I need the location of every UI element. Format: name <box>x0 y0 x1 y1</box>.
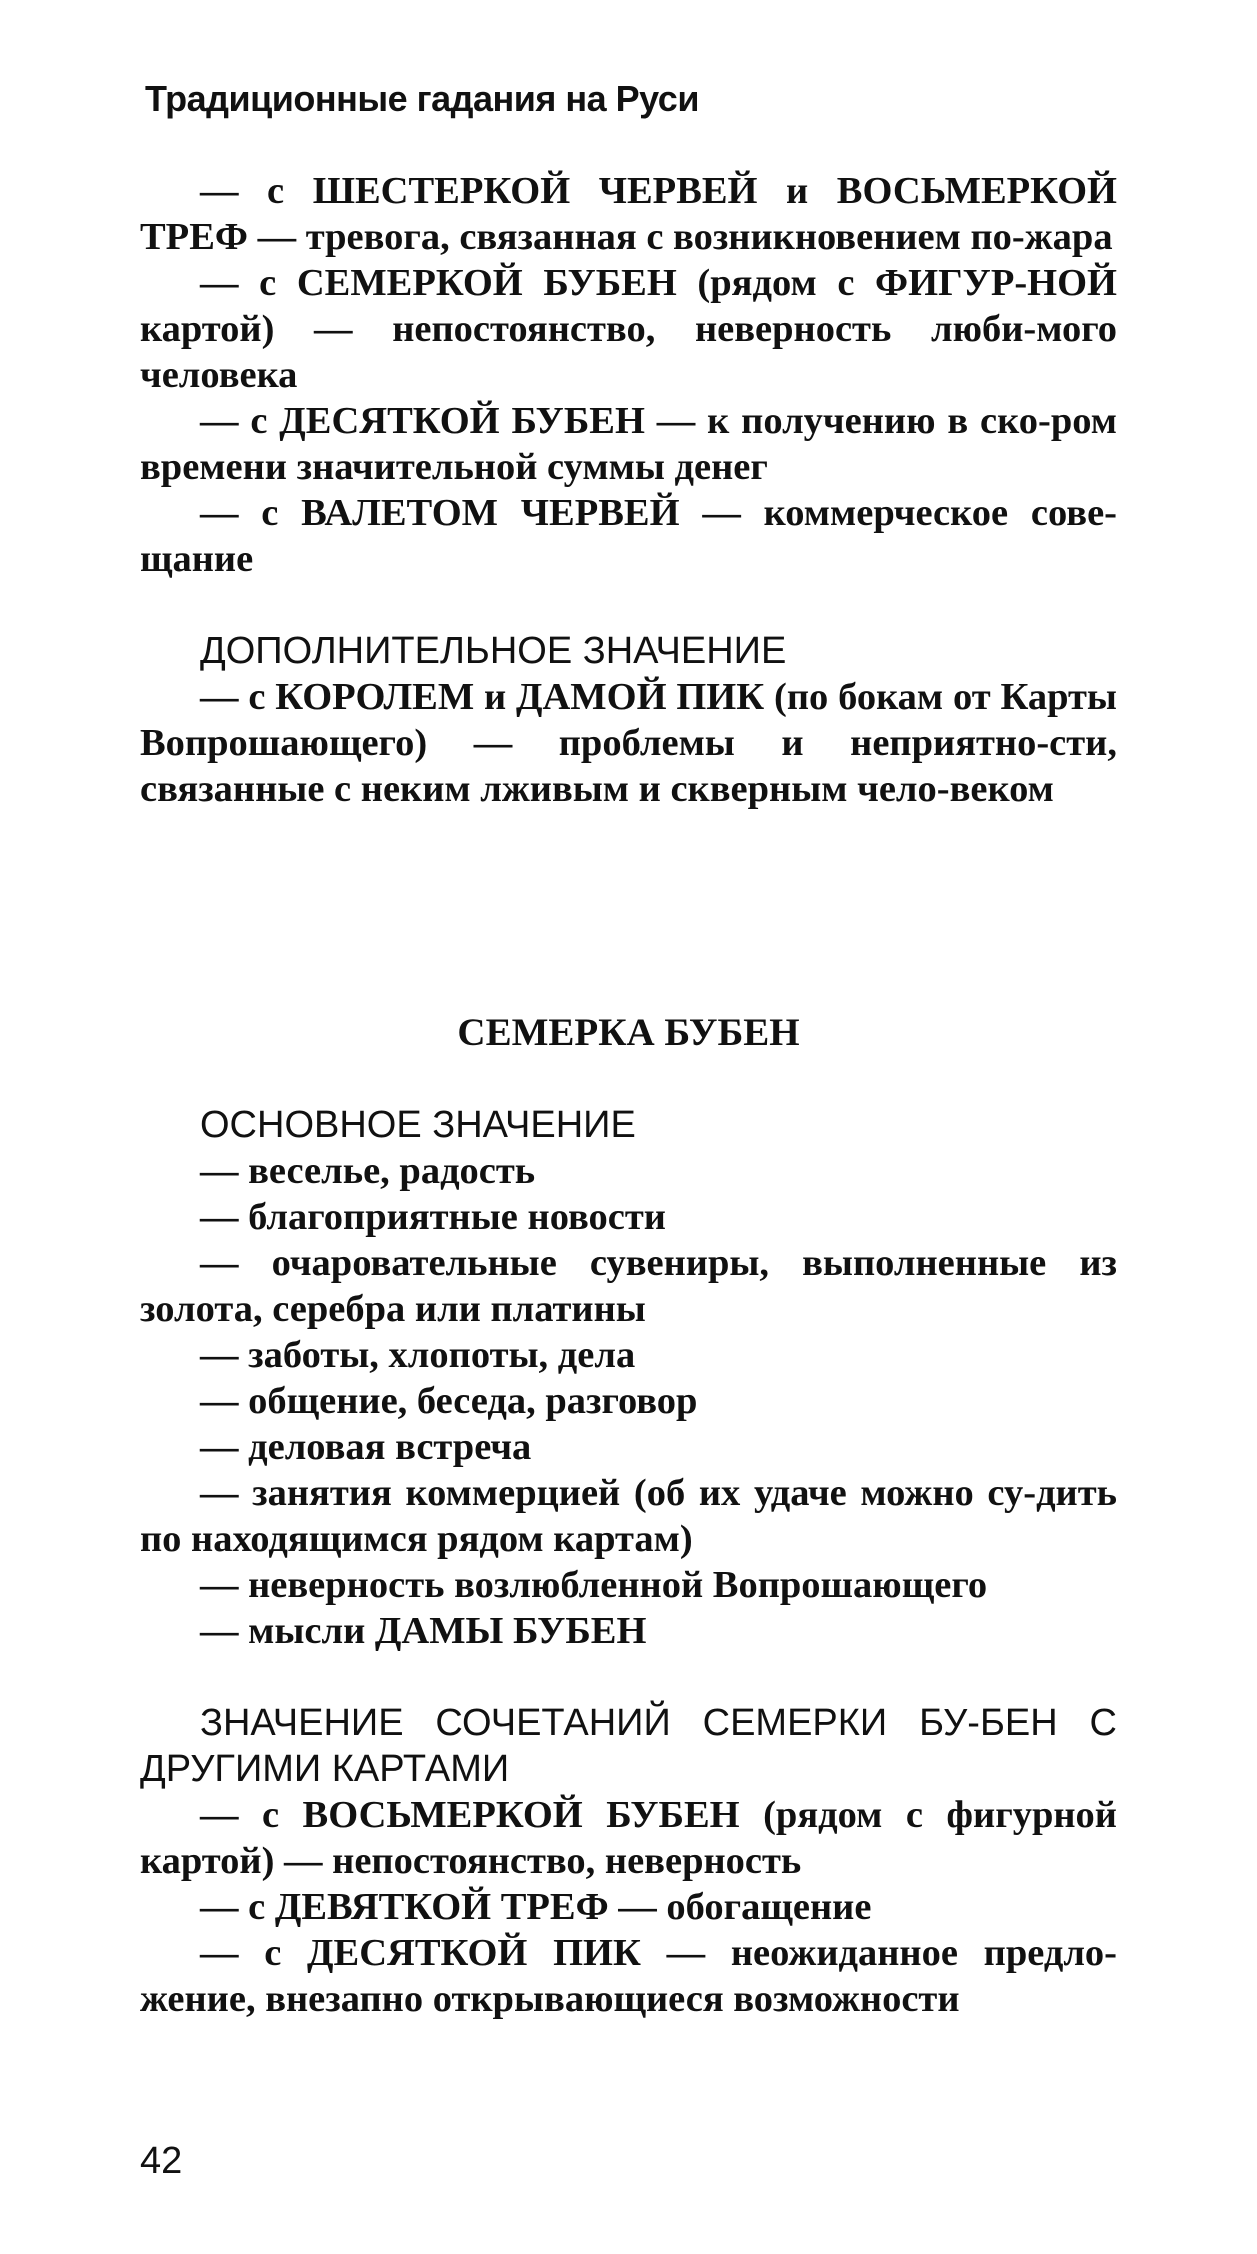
list-item: — неверность возлюбленной Вопрошающего <box>200 1564 988 1606</box>
list-item: — мысли ДАМЫ БУБЕН <box>200 1610 647 1652</box>
list-item: — занятия коммерцией (об их удаче можно су-дить по находящимся рядом картам) <box>140 1472 1117 1560</box>
section-title: СЕМЕРКА БУБЕН <box>457 1011 800 1054</box>
list-item: — очаровательные сувениры, выполненные из золота, серебра или платины <box>140 1242 1117 1330</box>
list-item: — веселье, радость <box>200 1150 536 1192</box>
main-meaning-heading: ОСНОВНОЕ ЗНАЧЕНИЕ <box>200 1104 636 1146</box>
paragraph-king-queen-spades: — с КОРОЛЕМ и ДАМОЙ ПИК (по бокам от Карты Вопрошающего) — проблемы и неприятно-сти, связанные с неким лживым и скверным чело-веком <box>140 676 1117 810</box>
paragraph-seven-diamonds: — с СЕМЕРКОЙ БУБЕН (рядом с ФИГУР-НОЙ картой) — непостоянство, неверность люби-мого человека <box>140 262 1117 396</box>
list-item: — с ДЕСЯТКОЙ ПИК — неожиданное предло-жение, внезапно открывающиеся возможности <box>140 1932 1117 2020</box>
list-item: — благоприятные новости <box>200 1196 666 1238</box>
additional-meaning-heading: ДОПОЛНИТЕЛЬНОЕ ЗНАЧЕНИЕ <box>200 630 787 672</box>
combinations-heading: ЗНАЧЕНИЕ СОЧЕТАНИЙ СЕМЕРКИ БУ-БЕН С ДРУГИМИ КАРТАМИ <box>140 1702 1117 1790</box>
list-item: — с ДЕВЯТКОЙ ТРЕФ — обогащение <box>200 1886 872 1928</box>
paragraph-six-hearts: — с ШЕСТЕРКОЙ ЧЕРВЕЙ и ВОСЬМЕРКОЙ ТРЕФ — тревога, связанная с возникновением по-жара <box>140 170 1117 258</box>
paragraph-ten-diamonds: — с ДЕСЯТКОЙ БУБЕН — к получению в ско-ром времени значительной суммы денег <box>140 400 1117 488</box>
running-head: Традиционные гадания на Руси <box>145 78 699 119</box>
list-item: — с ВОСЬМЕРКОЙ БУБЕН (рядом с фигурной картой) — непостоянство, неверность <box>140 1794 1117 1882</box>
list-item: — заботы, хлопоты, дела <box>200 1334 636 1376</box>
text-part-1 <box>140 168 1117 812</box>
page-number: 42 <box>140 2140 183 2182</box>
paragraph-jack-hearts: — с ВАЛЕТОМ ЧЕРВЕЙ — коммерческое сове-щание <box>140 492 1117 580</box>
list-item: — общение, беседа, разговор <box>200 1380 698 1422</box>
text-part-2 <box>140 1010 1117 2022</box>
list-item: — деловая встреча <box>200 1426 532 1468</box>
